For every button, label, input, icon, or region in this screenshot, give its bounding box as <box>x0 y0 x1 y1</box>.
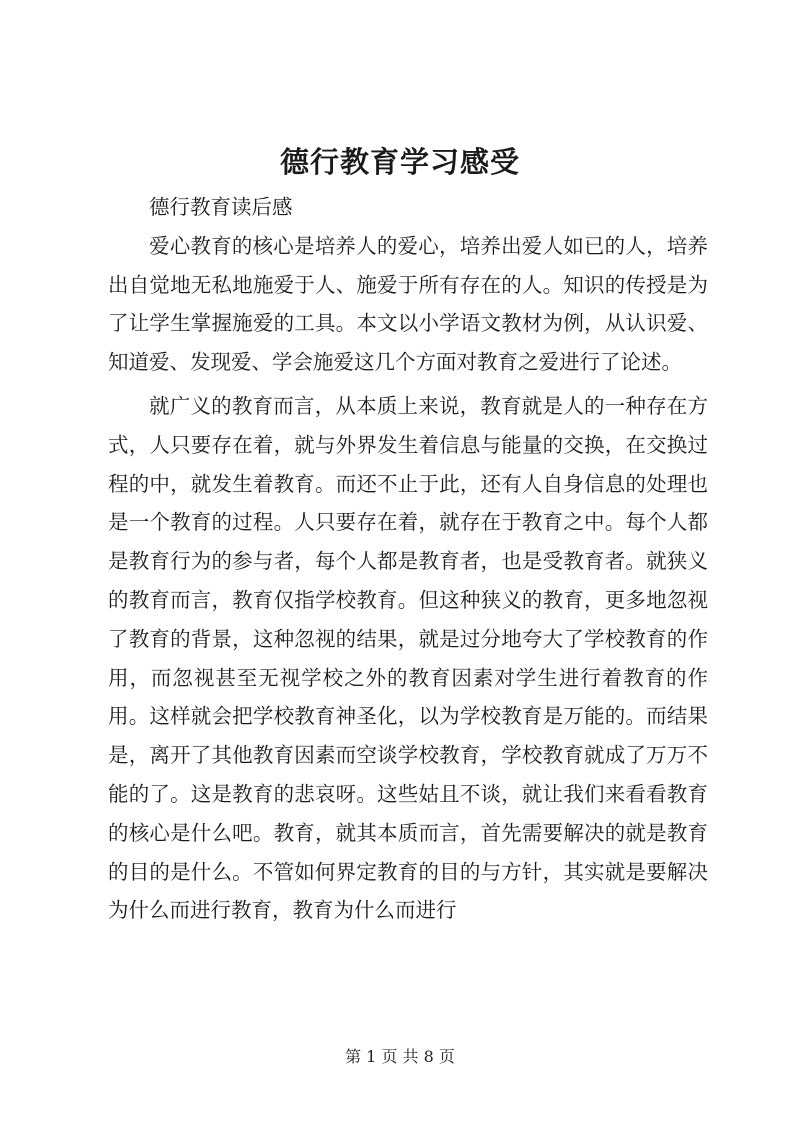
paragraph-1: 爱心教育的核心是培养人的爱心，培养出爱人如已的人，培养出自觉地无私地施爱于人、施爱于所有存在的人。知识的传授是为了让学生掌握施爱的工具。本文以小学语文教材为例，从认识爱、知道爱、发现爱、学会施爱这几个方面对教育之爱进行了论述。 <box>108 233 708 375</box>
document-body <box>108 188 708 930</box>
paragraph-2: 就广义的教育而言，从本质上来说，教育就是人的一种存在方式，人只要存在着，就与外界发生着信息与能量的交换，在交换过程的中，就发生着教育。而还不止于此，还有人自身信息的处理也是一个教育的过程。人只要存在着，就存在于教育之中。每个人都是教育行为的参与者，每个人都是教育者，也是受教育者。就狭义的教育而言，教育仅指学校教育。但这种狭义的教育，更多地忽视了教育的背景，这种忽视的结果，就是过分地夸大了学校教育的作用，而忽视甚至无视学校之外的教育因素对学生进行着教育的作用。这样就会把学校教育神圣化，以为学校教育是万能的。而结果是，离开了其他教育因素而空谈学校教育，学校教育就成了万万不能的了。这是教育的悲哀呀。这些姑且不谈，就让我们来看看教育的核心是什么吧。教育，就其本质而言，首先需要解决的就是教育的目的是什么。不管如何界定教育的目的与方针，其实就是要解决为什么而进行教育，教育为什么而进行 <box>108 393 708 923</box>
page-number-footer: 第 1 页 共 8 页 <box>345 1047 455 1066</box>
document-title: 德行教育学习感受 <box>279 145 520 179</box>
document-subtitle: 德行教育读后感 <box>149 195 293 219</box>
